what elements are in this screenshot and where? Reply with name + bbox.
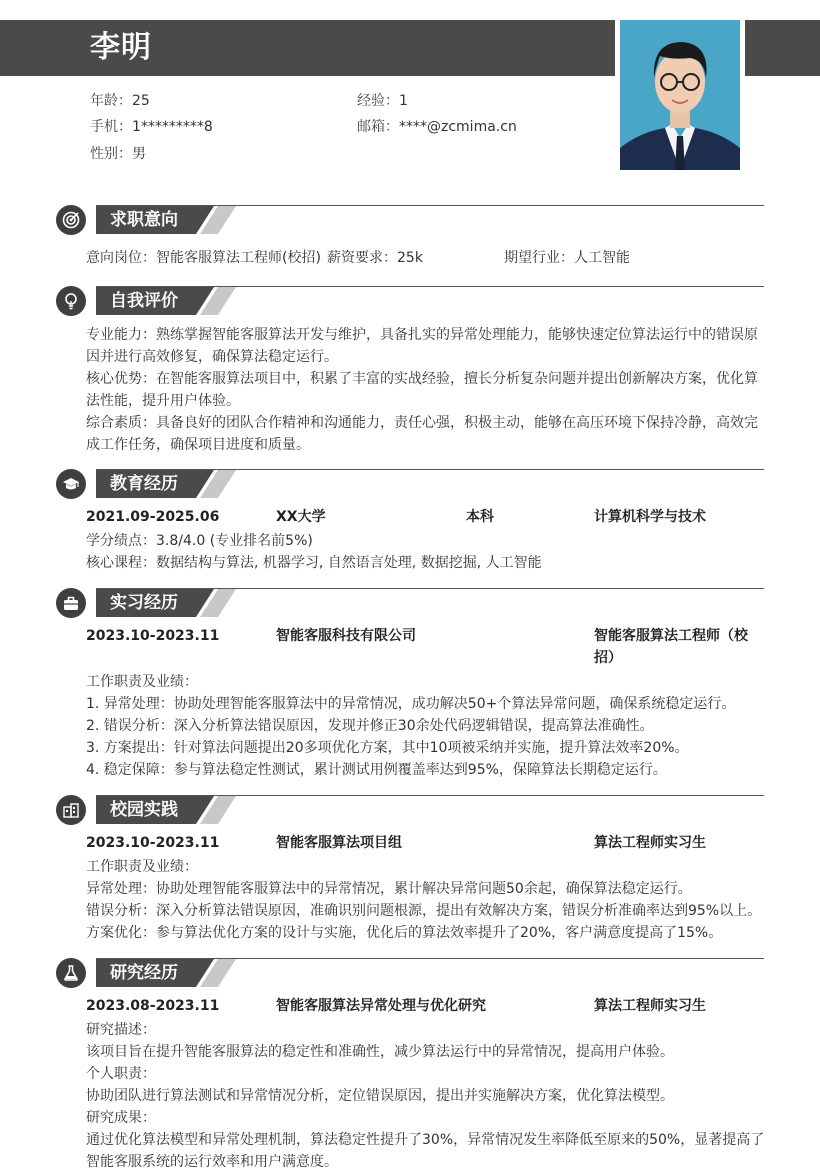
internship-duty-label: 工作职责及业绩： bbox=[86, 674, 198, 690]
research-desc-label: 研究描述： bbox=[86, 1022, 156, 1038]
section-title: 自我评价 bbox=[110, 291, 178, 311]
info-gender: 性别：男 bbox=[90, 146, 146, 162]
info-age: 年龄：25 bbox=[90, 93, 150, 109]
section-header-intent bbox=[56, 205, 764, 237]
research-project: 智能客服算法异常处理与优化研究 bbox=[276, 998, 486, 1014]
education-degree: 本科 bbox=[466, 509, 494, 525]
internship-row bbox=[86, 625, 766, 669]
briefcase-icon bbox=[56, 588, 86, 618]
internship-item: 2. 错误分析：深入分析算法错误原因，发现并修正30余处代码逻辑错误，提高算法准确性。 bbox=[86, 718, 654, 734]
intent-position: 意向岗位：智能客服算法工程师(校招) bbox=[86, 250, 321, 266]
info-experience: 经验：1 bbox=[357, 93, 408, 109]
section-title: 校园实践 bbox=[110, 800, 178, 820]
target-icon bbox=[56, 205, 86, 235]
candidate-name: 李明 bbox=[90, 30, 152, 65]
intent-industry: 期望行业：人工智能 bbox=[504, 250, 630, 266]
education-gpa: 学分绩点：3.8/4.0 (专业排名前5%) bbox=[86, 533, 313, 549]
internship-item: 1. 异常处理：协助处理智能客服算法中的异常情况，成功解决50+个算法异常问题，确保系统稳定运行。 bbox=[86, 696, 736, 712]
info-phone: 手机：1*********8 bbox=[90, 119, 213, 135]
campus-role: 算法工程师实习生 bbox=[594, 835, 706, 851]
building-icon bbox=[56, 795, 86, 825]
internship-role: 智能客服算法工程师（校招） bbox=[594, 628, 748, 666]
intent-salary: 薪资要求：25k bbox=[327, 250, 423, 266]
internship-company: 智能客服科技有限公司 bbox=[276, 628, 416, 644]
education-courses: 核心课程：数据结构与算法, 机器学习, 自然语言处理, 数据挖掘, 人工智能 bbox=[86, 555, 542, 571]
section-tab bbox=[96, 796, 236, 824]
lightbulb-icon bbox=[56, 286, 86, 316]
education-school: XX大学 bbox=[276, 509, 326, 525]
section-title: 教育经历 bbox=[110, 474, 178, 494]
campus-duty-label: 工作职责及业绩： bbox=[86, 859, 198, 875]
info-email: 邮箱：****@zcmima.cn bbox=[357, 119, 517, 135]
section-title: 实习经历 bbox=[110, 593, 178, 613]
internship-item: 4. 稳定保障：参与算法稳定性测试，累计测试用例覆盖率达到95%，保障算法长期稳定运行。 bbox=[86, 762, 667, 778]
section-title: 研究经历 bbox=[110, 963, 178, 983]
internship-date: 2023.10-2023.11 bbox=[86, 628, 220, 644]
section-tab bbox=[96, 287, 236, 315]
self-advantage: 核心优势：在智能客服算法项目中，积累了丰富的实战经验，擅长分析复杂问题并提出创新解决方案，优化算法性能，提升用户体验。 bbox=[86, 371, 758, 409]
self-professional: 专业能力：熟练掌握智能客服算法开发与维护，具备扎实的异常处理能力，能够快速定位算法运行中的错误原因并进行高效修复，确保算法稳定运行。 bbox=[86, 327, 758, 365]
campus-item: 异常处理：协助处理智能客服算法中的异常情况，累计解决异常问题50余起，确保算法稳定运行。 bbox=[86, 881, 692, 897]
section-header-research bbox=[56, 958, 764, 990]
profile-photo bbox=[620, 20, 740, 170]
section-header-education bbox=[56, 469, 764, 501]
section-header-campus bbox=[56, 795, 764, 827]
section-tab bbox=[96, 589, 236, 617]
campus-item: 错误分析：深入分析算法错误原因，准确识别问题根源，提出有效解决方案，错误分析准确率达到95%以上。 bbox=[86, 903, 762, 919]
research-result-label: 研究成果： bbox=[86, 1110, 156, 1126]
internship-item: 3. 方案提出：针对算法问题提出20多项优化方案，其中10项被采纳并实施，提升算法效率20%。 bbox=[86, 740, 689, 756]
section-header-self bbox=[56, 286, 764, 318]
education-major: 计算机科学与技术 bbox=[594, 509, 706, 525]
section-header-internship bbox=[56, 588, 764, 620]
research-date: 2023.08-2023.11 bbox=[86, 998, 220, 1014]
research-duty: 协助团队进行算法测试和异常情况分析，定位错误原因，提出并实施解决方案，优化算法模型。 bbox=[86, 1088, 674, 1104]
research-desc: 该项目旨在提升智能客服算法的稳定性和准确性，减少算法运行中的异常情况，提高用户体验。 bbox=[86, 1044, 674, 1060]
campus-org: 智能客服算法项目组 bbox=[276, 835, 402, 851]
section-tab bbox=[96, 470, 236, 498]
research-role: 算法工程师实习生 bbox=[594, 998, 706, 1014]
flask-icon bbox=[56, 958, 86, 988]
graduation-cap-icon bbox=[56, 469, 86, 499]
research-result: 通过优化算法模型和异常处理机制，算法稳定性提升了30%，异常情况发生率降低至原来的50%，显著提高了智能客服系统的运行效率和用户满意度。 bbox=[86, 1132, 765, 1170]
campus-item: 方案优化：参与算法优化方案的设计与实施，优化后的算法效率提升了20%，客户满意度提高了15%。 bbox=[86, 925, 723, 941]
section-tab bbox=[96, 206, 236, 234]
education-date: 2021.09-2025.06 bbox=[86, 509, 220, 525]
header-bar-right bbox=[745, 20, 820, 76]
section-title: 求职意向 bbox=[110, 210, 178, 230]
campus-date: 2023.10-2023.11 bbox=[86, 835, 220, 851]
research-duty-label: 个人职责： bbox=[86, 1066, 156, 1082]
section-tab bbox=[96, 959, 236, 987]
self-quality: 综合素质：具备良好的团队合作精神和沟通能力，责任心强，积极主动，能够在高压环境下保持冷静，高效完成工作任务，确保项目进度和质量。 bbox=[86, 415, 758, 453]
